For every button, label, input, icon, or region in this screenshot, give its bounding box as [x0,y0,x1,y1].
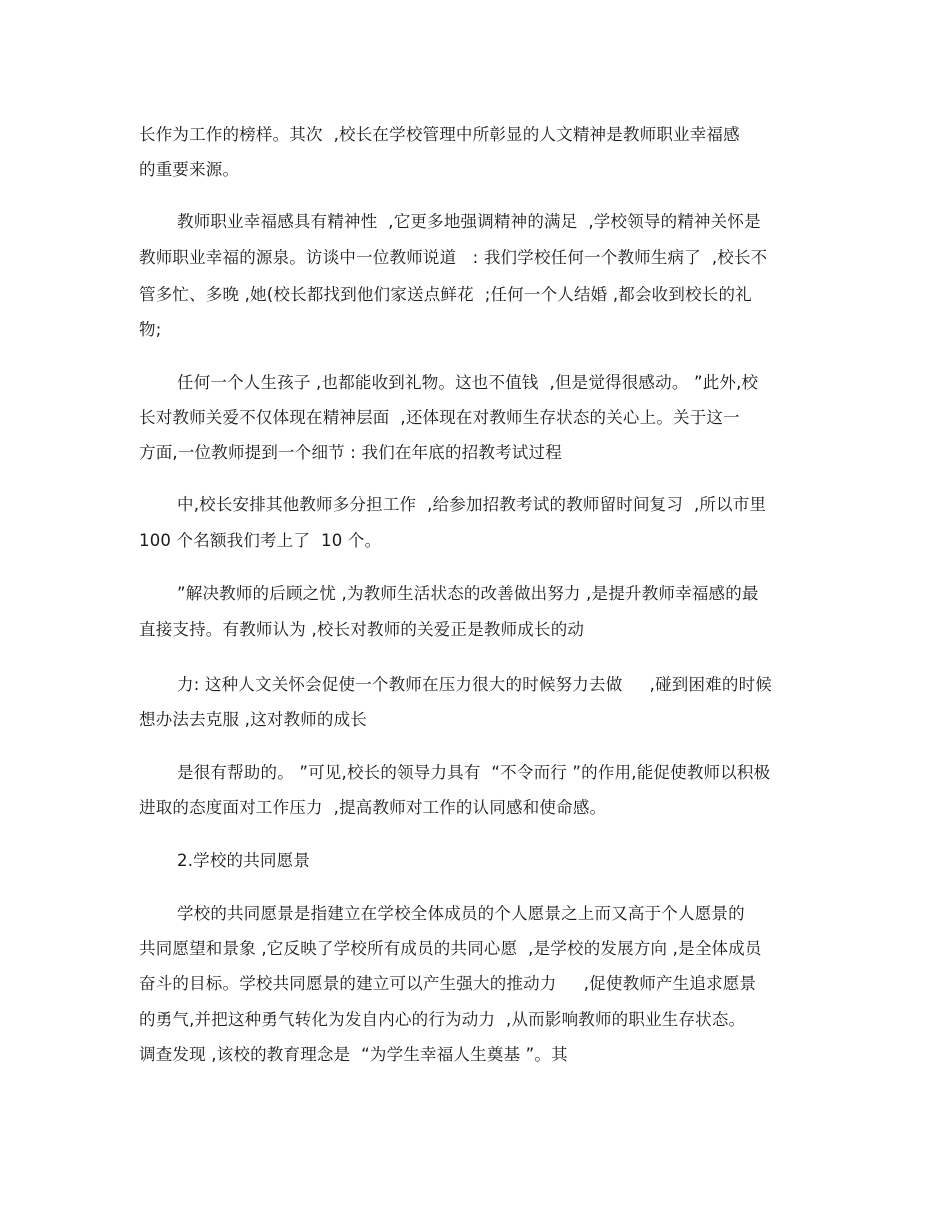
text-line: 方面,一位教师提到一个细节 : 我们在年底的招教考试过程 [139,443,562,462]
text-line: 是很有帮助的。 ”可见,校长的领导力具有 “不令而行 ”的作用,能促使教师以积极 [177,763,771,782]
section-heading: 2.学校的共同愿景 [177,851,311,870]
text-line: 教师职业幸福感具有精神性 ,它更多地强调精神的满足 ,学校领导的精神关怀是 [177,212,761,231]
text-line: 的重要来源。 [139,160,240,179]
text-line: 的勇气,并把这种勇气转化为发自内心的行为动力 ,从而影响教师的职业生存状态。 [139,1010,746,1029]
text-line: 长对教师关爱不仅体现在精神层面 ,还体现在对教师生存状态的关心上。关于这一 [139,408,740,427]
text-line: 教师职业幸福的源泉。访谈中一位教师说道 : 我们学校任何一个教师生病了 ,校长不 [139,248,768,267]
text-line: 调查发现 ,该校的教育理念是 “为学生幸福人生奠基 ”。其 [139,1045,568,1064]
text-line: 奋斗的目标。学校共同愿景的建立可以产生强大的推动力 ,促使教师产生追求愿景 [139,974,757,993]
text-line: 管多忙、多晚 ,她(校长都找到他们家送点鲜花 ;任何一个人结婚 ,都会收到校长的礼 [139,285,752,304]
text-line: 学校的共同愿景是指建立在学校全体成员的个人愿景之上而又高于个人愿景的 [177,904,745,923]
text-line: 物; [139,320,162,339]
text-line: 任何一个人生孩子 ,也都能收到礼物。这也不值钱 ,但是觉得很感动。 ”此外,校 [177,373,759,392]
text-line: 中,校长安排其他教师多分担工作 ,给参加招教考试的教师留时间复习 ,所以市里 [177,495,767,514]
text-line: 力: 这种人文关怀会促使一个教师在压力很大的时候努力去做 ,碰到困难的时候 [177,675,772,694]
text-line: 100 个名额我们考上了 10 个。 [139,531,382,550]
text-line: 共同愿望和景象 ,它反映了学校所有成员的共同心愿 ,是学校的发展方向 ,是全体成员 [139,939,762,958]
text-line: ”解决教师的后顾之忧 ,为教师生活状态的改善做出努力 ,是提升教师幸福感的最 [177,584,759,603]
text-line: 进取的态度面对工作压力 ,提高教师对工作的认同感和使命感。 [139,798,607,817]
text-line: 长作为工作的榜样。其次 ,校长在学校管理中所彰显的人文精神是教师职业幸福感 [139,125,740,144]
text-line: 直接支持。有教师认为 ,校长对教师的关爱正是教师成长的动 [139,620,585,639]
text-line: 想办法去克服 ,这对教师的成长 [139,710,367,729]
